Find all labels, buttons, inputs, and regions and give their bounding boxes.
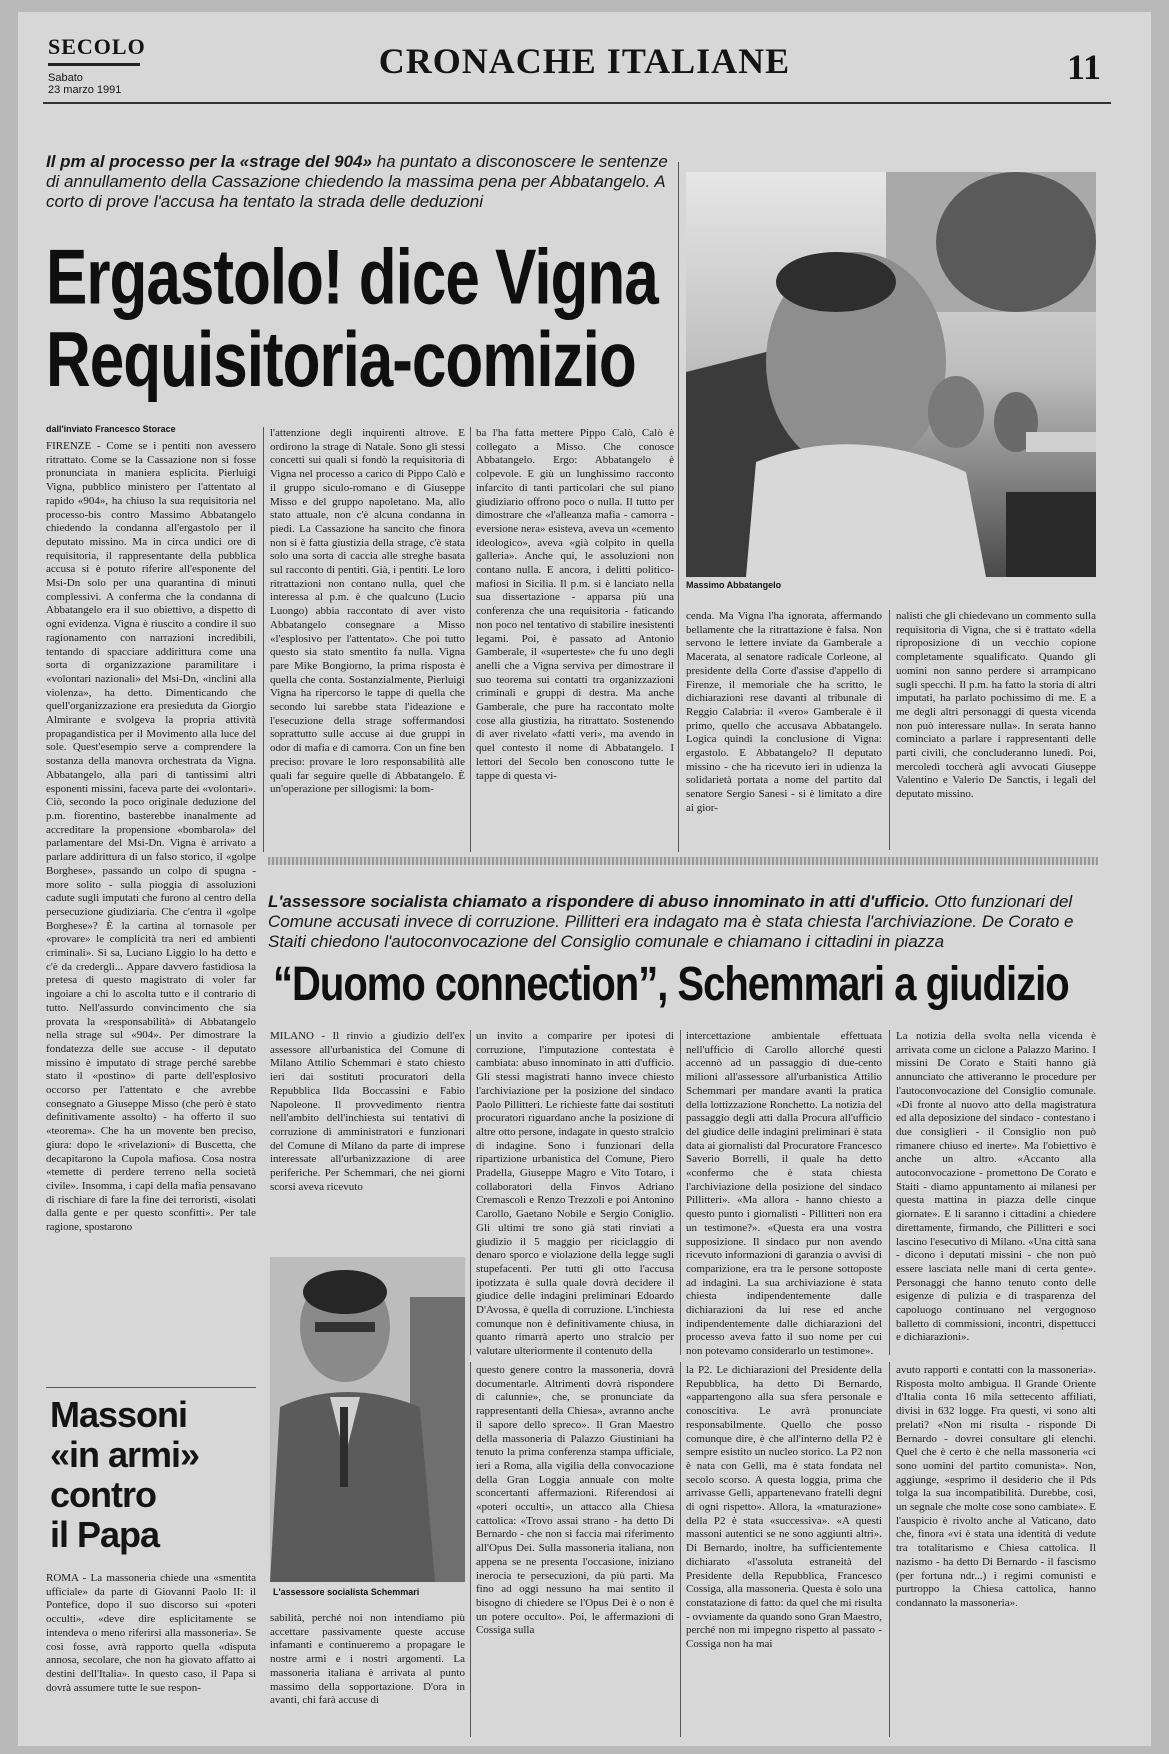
article1-headline xyxy=(46,234,658,404)
masthead-logo: SECOLO xyxy=(48,34,146,59)
column-rule xyxy=(470,427,471,852)
article1-byline: dall'inviato Francesco Storace xyxy=(46,424,176,434)
article1-kicker-rest: ha puntato a disconoscere le sentenze di annullamento della Cassazione chiedendo la massima pena per Abbatangelo. A corto di prove l'accusa ha tentato la strada delle deduzioni xyxy=(46,152,668,211)
article3-column-1: ROMA - La massoneria chiede una «smentita ufficiale» da parte di Giovanni Paolo II: il Pontefice, dopo il suo discorso sui «poteri occulti», «deve dire esplicitamente se intendeva o meno riferirsi alla massoneria». Se così fosse, avrà rapporto quella «disputa annosa, secolare, che non ha giovato affatto ai destini dell'Italia». In questo caso, il Papa si dovrà assumere tutte le sue respon- xyxy=(46,1572,256,1694)
article3-headline-line2: «in armi» xyxy=(50,1434,200,1475)
article2-column-1: MILANO - Il rinvio a giudizio dell'ex assessore all'urbanistica del Comune di Milano Attilio Schemmari è stato chiesto ieri dai sostituti procuratori della Repubblica Ilda Boccassini e Fabio Napoleone. Il provvedimento rientra nell'ambito dell'inchiesta sui tentativi di corruzione di amministratori e funzionari del Comune di Milano da parte di imprese interessate all'urbanizzazione di aree periferiche. Per Schemmari, che nei giorni scorsi aveva ricevuto xyxy=(270,1030,465,1193)
article2-headline: “Duomo connection”, Schemmari a giudizio xyxy=(273,958,1069,1011)
date-full: 23 marzo 1991 xyxy=(48,84,122,96)
article1-kicker xyxy=(46,152,676,212)
article3-headline-line4: il Papa xyxy=(50,1514,160,1555)
abbatangelo-photo-image xyxy=(686,172,1096,577)
article2-column-2: un invito a comparire per ipotesi di corruzione, l'imputazione contestata è cambiata: abuso innominato in atti d'ufficio. Gli stessi magistrati hanno invece chiesto l'archiviazione per la posizione del sindaco Paolo Pillitteri. Le richieste fatte dai sostituti procuratori riguardano anche la posizione di altre otto persone, indagate in questo stralcio di indagine. Sono i funzionari della ripartizione urbanistica del Comune, Piero Pradella, Giuseppe Magro e Vito Totaro, i collaboratori della Finvos Adriano Cremascoli e Renzo Trezzoli e poi Antonino Carollo, Gaetano Nobile e Sergio Coniglio. Gli ultimi tre sono già stati rinviati a giudizio il 5 maggio per riciclaggio di denaro sporco e violazione della legge sugli stupefacenti. Per tutti gli otto l'accusa ipotizzata è sulla quale dovrà decidere il giudice delle indagini preliminari Edoardo D'Avossa, è quella di corruzione. L'inchiesta comunque non è definitivamente chiusa, in quanto rimarrà aperto uno stralcio per valutare ulteriormente il contenuto della xyxy=(476,1030,674,1358)
article1-column-2: l'attenzione degli inquirenti altrove. E ordirono la strage di Natale. Sono gli stessi concetti sui quali si fondò la requisitoria di Vigna nel processo a carico di Pippo Calò e il gruppo siculo-romano e di Giuseppe Misso e del gruppo napoletano. Ma, allo stato attuale, non c'è alcuna condanna in piedi. La Cassazione ha sancito che finora non si è fatta giustizia della strage, c'è stata solo una sorta di caccia alle streghe basata sul racconto di pentiti. Già, i pentiti. Le loro ritrattazioni non contano nulla, quel che interessa al p.m. è che qualcuno (Lucio Luongo) abbia raccontato di aver visto Abbatangelo consegnare a Misso «l'esplosivo per l'attentato». Che poi tutto questo sia stato smentito fa nulla. Vigna pare Mike Bongiorno, la prima risposta è quella che conta. Sostanzialmente, Pierluigi Vigna ha ripercorso le tappe di quella che secondo lui sarebbe stata l'ideazione e l'esecuzione della strage soffermandosi soprattutto sulle accuse ai due gruppi in odor di mafia e di camorra. Con un fine ben preciso: provare le loro responsabilità alle quali far seguire quelle di Abbatangelo. È un'operazione per sillogismi: la bom- xyxy=(270,427,465,796)
article2-kicker-rest: Otto funzionari del Comune accusati invece di corruzione. Pillitteri era indagato ma è stata chiesta l'archiviazione. De Corato e Staiti chiedono l'autoconvocazione del Consiglio comunale e chiamano i cittadini in piazza xyxy=(268,892,1074,951)
article3-headline-line3: contro xyxy=(50,1474,156,1515)
schemmari-photo-image xyxy=(270,1257,465,1582)
newspaper-page xyxy=(18,12,1151,1746)
article1-kicker-bold: Il pm al processo per la «strage del 904» xyxy=(46,152,372,171)
column-rule xyxy=(680,1030,681,1355)
column-rule xyxy=(470,1030,471,1355)
article1-photo-divider xyxy=(678,162,679,852)
article1-column-5: nalisti che gli chiedevano un commento sulla requisitoria di Vigna, che si è trattato «della riproposizione di un vecchio copione completamente squalificato. Quando gli uomini non sanno perdere si arrampicano sugli specchi. Il p.m. ha fatto la storia di altri imputati, ha parlato pochissimo di me. E a me degli altri personaggi di questa vicenda non può interessare nulla». In serata hanno cominciato a parlare i rappresentanti delle parti civili, che concluderanno lunedì. Poi, mercoledì toccherà agli avvocati Giuseppe Valentino e Valerio De Sanctis, i legali del deputato missino. xyxy=(896,610,1096,801)
article3-column-3: questo genere contro la massoneria, dovrà documentarle. Altrimenti dovrà rispondere di calunnie», che, se pronunciate da rappresentanti della Chiesa», avranno anche il sapore dello spreco». Il Gran Maestro della massoneria di Palazzo Giustiniani ha tenuto la prima conferenza stampa ufficiale, ieri a Roma, alla vigilia della convocazione della Gran Loggia annuale con molte sconcertanti affermazioni. Riferendosi ai «poteri occulti», un attacco alla Chiesa cattolica: «Trovo assai strano - ha detto Di Bernardo - che non si faccia mai riferimento all'Opus Dei. Sulla massoneria italiana, non appena se ne presenta l'occasione, iniziano inerocia te persecuzioni, da più parti. Ma fino ad oggi nessuno ha mai sentito il bisogno di chiedere se l'Opus Dei è o non è un potere occulto». Poi, le affermazioni di Cossiga sulla xyxy=(476,1364,674,1637)
section-separator xyxy=(268,857,1098,865)
abbatangelo-photo-caption: Massimo Abbatangelo xyxy=(686,580,782,590)
article3-column-4: la P2. Le dichiarazioni del Presidente della Repubblica, ha detto Di Bernardo, «appartengono alla sua sfera personale e conoscitiva. Le avrà pronunciate responsabilmente. Quello che posso comunque dire, è che all'interno della P2 è sempre esistito un nucleo storico. La P2 non è nata con Gelli, ma è stata fondata nel secolo scorso. A questa loggia, prima che arrivasse Gelli, appartenevano fratelli degni di ogni rispetto». Allora, la «maturazione» della P2 è stata «successiva». «A questi massoni autentici se ne sono aggiunti altri». Di Bernardo, inoltre, ha sufficientemente dichiarato «l'assoluta estraneità del Presidente della Repubblica, Francesco Cossiga, alla massoneria. Questa è solo una constatazione di fatto: da quel che mi risulta - ovviamente da quando sono Gran Maestro, perché non mi impegno rispetto al passato - Cossiga non ha mai xyxy=(686,1364,882,1651)
article3-top-rule xyxy=(46,1387,256,1388)
abbatangelo-photo xyxy=(686,172,1096,577)
column-rule xyxy=(889,1362,890,1737)
article2-kicker-bold: L'assessore socialista chiamato a rispondere di abuso innominato in atti d'ufficio. xyxy=(268,892,930,911)
article2-column-4: La notizia della svolta nella vicenda è arrivata come un ciclone a Palazzo Marino. I missini De Corato e Staiti hanno già annunciato che attiveranno le procedure per l'autoconvocazione del Consiglio comunale. «Di fronte al nuovo atto della magistratura ed alla deposizione del sindaco - contestano i due consiglieri - il Consiglio non può rimanere chiuso ed inerte». Ma l'obiettivo è anche un altro. «Accanto alla autoconvocazione - promettono De Corato e Staiti - diamo appuntamento ai milanesi per questa mattina in piazza delle cinque giornate». E li saranno i cittadini a chiedere direttamente, firmando, che Pillitteri e soci lascino l'esecutivo di Milano. «Una città sana - dicono i deputati missini - che non può essere lasciata nelle mani di certa gente». Personaggi che hanno tenuto conto delle esigenze di pulizia e di trasparenza del capoluogo continuano nel vergognoso balletto di commissioni, incontri, dispettucci e dichiarazioni». xyxy=(896,1030,1096,1344)
article1-headline-line2: Requisitoria-comizio xyxy=(46,317,636,404)
article1-column-1: FIRENZE - Come se i pentiti non avessero ritrattato. Come se la Cassazione non si fosse pronunciata in maniera esplicita. Pierluigi Vigna, pubblico ministero per l'attentato al rapido «904», ha chiuso la sua requisitoria nel processo-bis contro Massimo Abbatangelo chiedendo la condanna all'ergastolo per il deputato missino. Ma in circa undici ore di requisitoria, il rappresentante della pubblica accusa si è potuto riferire all'esponente del Msi-Dn solo per una quarantina di minuti complessivi. A conferma che la condanna di Abbatangelo era il suo obiettivo, a dispetto di ogni evidenza. Vigna è riuscito a condire il suo ragionamento con narrazioni incredibili, tentando di spacciare addirittura come una sorta di organizzazione paramilitare i «volontari nazionali» del Msi-Dn, «inclini alla violenza», ha detto. Dimenticando che quell'organizzazione era presieduta da Giorgio Almirante e svolgeva la propria attività propagandistica per il Movimento alla luce del sole. Quest'esempio serve a comprendere la sostanza della manovra orchestrata da Vigna. Abbatangelo, alla pari di tantissimi altri esponenti missini, faceva parte dei «volontari». Ciò, secondo la poco originale deduzione del p.m. fiorentino, basterebbe inanalmente ad accreditare la propensione «bombarola» del parlamentare del Msi-Dn. Vigna è arrivato a parlare addirittura di un falso storico, il «golpe Borghese», passando un colpo di spugna - more solito - sulla pioggia di assoluzioni cadute sugli imputati che furono al centro della persecuzione giudiziaria. Che c'entra il «golpe Borghese»? È la cartina al tornasole per «provare» le complicità tra neri ed ambienti criminali». Si sa, Luciano Liggio lo ha detto e c'è da credergli... Appare davvero fastidiosa la pretesa di questo magistrato di voler far ingoiare a chi lo ascolta tutto e il contrario di tutto. Nell'assurdo convincimento che sia provata la «responsabilità» di Abbatangelo nella strage sul «904». Per dimostrare la fondatezza delle sue accuse - il deputato missino è imputato di strage perché sarebbe stato il «postino» di parte dell'esplosivo occorso per l'attentato e che avrebbe consegnato a Giuseppe Misso (che però è stato definitivamente assolto) - ha offerto il suo «teorema». Che ha un movente ben preciso, giura: dopo le «rivelazioni» di Buscetta, che decapitarono la Cupola mafiosa. Cosa nostra «temette di perdere terreno nella società civile». Insomma, i capi della mafia pensavano di rischiare di fare la fine dei terroristi, «isolati dalla gente e per questo sconfitti». Per tale ragione, spostarono xyxy=(46,440,256,1234)
page-number: 11 xyxy=(1066,47,1101,87)
schemmari-photo-caption: L'assessore socialista Schemmari xyxy=(273,1587,420,1597)
article3-headline-line1: Massoni xyxy=(50,1394,188,1435)
article3-column-5: avuto rapporti e contatti con la massoneria». Risposta molto ambigua. Il Grande Oriente d'Italia conta 16 mila settecento affiliati, divisi in 632 logge. Fra questi, vi sono alti prelati? «Non mi risulta - risponde Di Bernardo - dovrei consultare gli elenchi. Quel che è certo è che nella massoneria «ci sono uomini del partito comunista». Non, aggiunge, «esprimo il desiderio che il Pds tolga la sua incompatibilità. Durebbe, così, un segnale che molte cose sono cambiate». E l'auspicio è rivolto anche al Vaticano, dato che, finora «vi è stata una identità di vedute tra totalitarismo e Chiesa cattolica. Il nazismo - ha detto Di Bernardo - il fascismo (per fortuna ndr...) i regimi comunisti e purtroppo la Chiesa cattolica, hanno condannato la massoneria». xyxy=(896,1364,1096,1609)
column-rule xyxy=(889,1030,890,1355)
article3-headline xyxy=(50,1395,199,1555)
article2-column-3: intercettazione ambientale effettuata nell'ufficio di Carollo allorché questi accennò ad un passaggio di due-cento milioni all'assessore all'urbanistica Attilio Schemmari per mandare avanti la pratica della lottizzazione Ronchetto. La notizia del passaggio degli atti dalla Procura all'ufficio del giudice delle indagini preliminari è stata data ai giornalisti dal Procuratore Francesco Saverio Borrelli, il quale ha detto «confermo che è stata chiesta l'archiviazione della posizione del sindaco Pillitteri». «Ma allora - hanno chiesto a questo punto i giornalisti - Pillitteri non era un testimone?». «Questa era una vostra supposizione. Il sindaco pur non avendo ricevuto informazioni di garanzia o avvisi di comparizione, era tra le persone sottoposte ad indagini. La sua archiviazione è stata chiesta indipendentemente dalle dichiarazioni da lui rese ed anche indipendentemente dalle dichiarazioni del processo aveva fatto il suo nome per cui non potevamo considerarlo un testimone». xyxy=(686,1030,882,1358)
schemmari-photo xyxy=(270,1257,465,1582)
article1-headline-line1: Ergastolo! dice Vigna xyxy=(46,234,658,321)
date-day: Sabato xyxy=(48,72,83,84)
column-rule xyxy=(263,427,264,852)
column-rule xyxy=(889,610,890,850)
masthead-rule xyxy=(43,102,1111,104)
article3-column-2: sabilità, perché noi non intendiamo più accettare passivamente queste accuse infamanti e continueremo a propagare le nostre armi e i nostri argomenti. La massoneria italiana è arrivata al punto massimo della sopportazione. D'ora in avanti, chi farà accuse di xyxy=(270,1612,465,1707)
article1-column-3: ba l'ha fatta mettere Pippo Calò, Calò è collegato a Misso. Che conosce Abbatangelo. Ergo: Abbatangelo è colpevole. E giù un lunghissimo racconto infarcito di tanti particolari che sul piano giudiziario offrono poco o nulla. Il tutto per dimostrare che «l'alleanza mafia - camorra - eversione nera» esisteva, aveva un «cemento ideologico», aveva «già colpito in quella galleria». Anche qui, le assoluzioni non contano nulla. E ancora, i delitti politico-mafiosi in Sicilia. Il p.m. si è lanciato nella sua dissertazione - apparsa più una conferenza che una requisitoria - faticando non poco nel tentativo di stabilire inesistenti legami. Poi, è passato ad Antonio Gamberale, il «superteste» che fu uno degli anelli che a Vigna serviva per dimostrare il suo teorema sui contatti tra organizzazioni criminali e gruppi di destra. Ma anche Gamberale, che pure ha raccontato molte cose alla giustizia, ha ritrattato. Sostenendo di aver rivelato «fatti veri», ma avendo in quel contesto il nome di Abbatangelo. I lettori del Secolo ben conoscono tutte le tappe di questa vi- xyxy=(476,427,674,782)
column-rule xyxy=(680,1362,681,1737)
section-title: CRONACHE ITALIANE xyxy=(378,41,791,81)
column-rule xyxy=(470,1362,471,1737)
article2-kicker xyxy=(268,892,1098,952)
article1-column-4: cenda. Ma Vigna l'ha ignorata, affermando bellamente che la ritrattazione è falsa. Non servono le lettere inviate da Gamberale a Macerata, al senatore radicale Corleone, al presidente della Corte d'assise d'appello di Firenze, il memoriale che ha scritto, le dichiarazioni rese davanti al tribunale di Reggio Calabria: il «vero» Gamberale è il primo, quello che accusava Abbatangelo. Logica quindi la conclusione di Vigna: ergastolo. E Abbatangelo? Il deputato missino - che ha ricevuto ieri in udienza la solidarietà portata a nome del partito dal senatore Sergio Sanesi - si è limitato a dire ai gior- xyxy=(686,610,882,814)
